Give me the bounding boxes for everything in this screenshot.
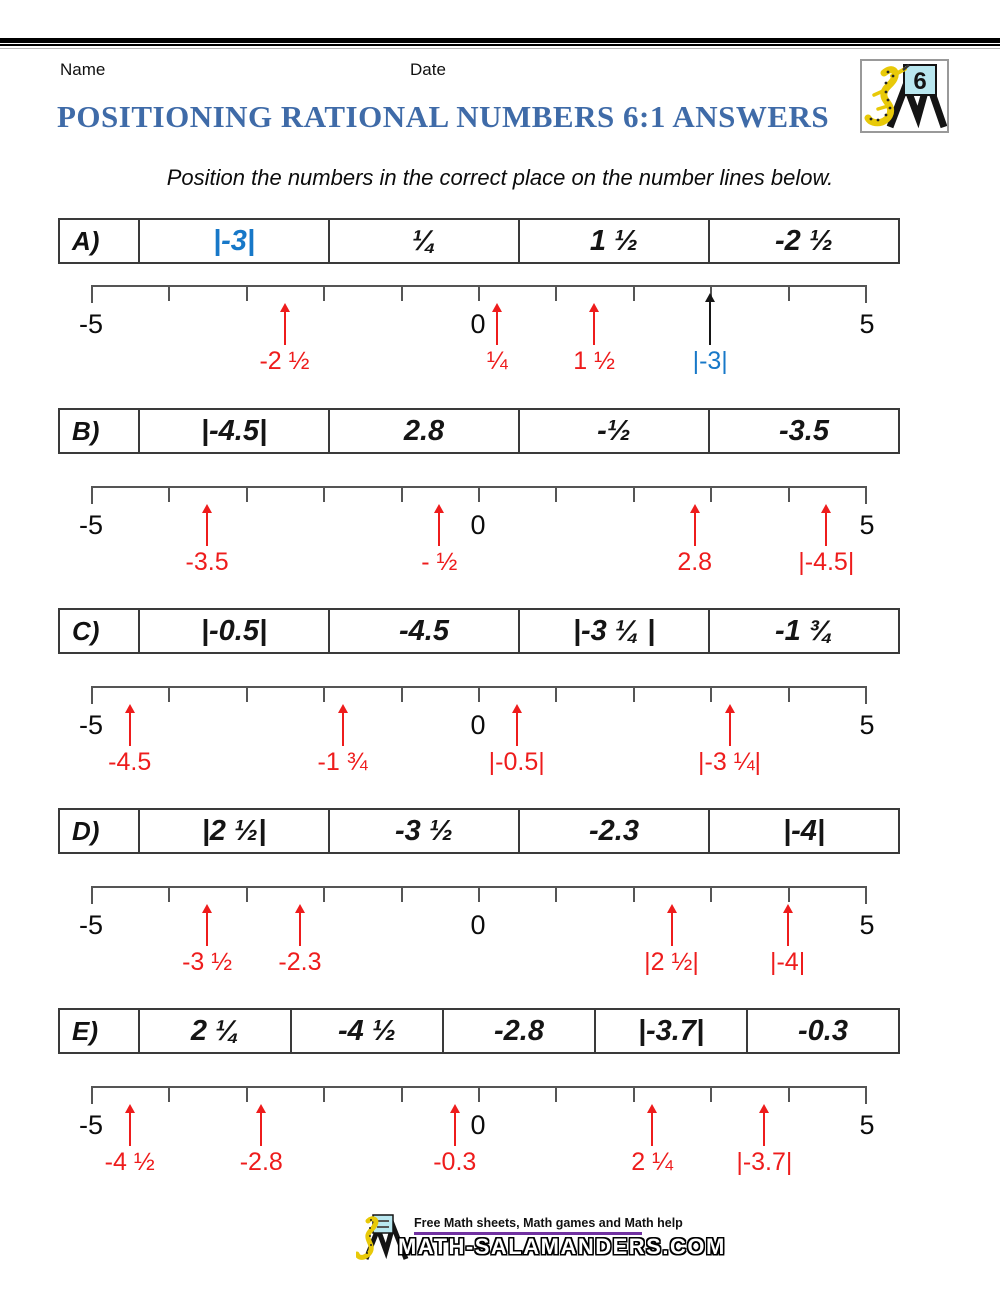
number-cell: -2.3 — [520, 810, 710, 852]
salamander-icon — [868, 70, 895, 123]
number-cell: 2 ¼ — [140, 1010, 292, 1052]
section-label: B) — [60, 410, 140, 452]
answer-arrow-stem — [787, 913, 789, 946]
answer-arrow-head — [589, 303, 599, 312]
page-title: POSITIONING RATIONAL NUMBERS 6:1 ANSWERS — [57, 99, 830, 134]
axis-number: -5 — [78, 1110, 104, 1140]
axis-number: 5 — [859, 910, 875, 940]
number-cell: |-4| — [782, 814, 825, 847]
footer-tagline: Free Math sheets, Math games and Math help — [414, 1216, 683, 1230]
number-cell: -4.5 — [330, 610, 520, 652]
answer-label: -0.3 — [433, 1148, 477, 1176]
answer-label: -2 ½ — [259, 347, 310, 375]
tick-mark — [555, 886, 557, 902]
tick-mark — [401, 1086, 403, 1102]
tick-mark — [865, 285, 867, 303]
tick-mark — [246, 886, 248, 902]
axis-number: 5 — [859, 710, 875, 740]
tick-mark — [555, 486, 557, 502]
section-b — [0, 408, 1000, 598]
name-label: Name — [60, 60, 106, 79]
answer-label: |-3 ¼| — [698, 748, 762, 776]
tick-mark — [401, 886, 403, 902]
tick-mark — [633, 486, 635, 502]
answer-label: |-3| — [692, 347, 728, 375]
number-cell: -3.5 — [779, 414, 829, 447]
tick-mark — [478, 886, 480, 902]
tick-mark — [91, 486, 93, 504]
answer-label: |-4.5| — [798, 548, 855, 576]
answer-label: -3 ½ — [182, 948, 233, 976]
number-cell: |-3| — [140, 220, 330, 262]
section-e — [0, 1008, 1000, 1198]
answer-arrow-stem — [825, 513, 827, 546]
axis-number: 5 — [859, 1110, 875, 1140]
tick-mark — [91, 285, 93, 303]
number-cell: |2 ½| — [140, 810, 330, 852]
tick-mark — [788, 486, 790, 502]
answer-arrow-stem — [709, 302, 711, 345]
tick-mark — [710, 486, 712, 502]
tick-mark — [478, 486, 480, 502]
answer-arrow-stem — [516, 713, 518, 746]
answer-label: |-4| — [769, 948, 806, 976]
tick-mark — [91, 886, 93, 904]
answer-arrow-head — [647, 1104, 657, 1113]
answer-arrow-stem — [438, 513, 440, 546]
tick-mark — [633, 686, 635, 702]
tick-mark — [555, 1086, 557, 1102]
grade-badge: 6 — [913, 68, 927, 95]
numbers-table — [58, 218, 900, 264]
tick-mark — [555, 686, 557, 702]
answer-arrow-head — [759, 1104, 769, 1113]
answer-label: -4.5 — [108, 748, 152, 776]
tick-mark — [555, 285, 557, 301]
section-label: D) — [60, 810, 140, 852]
answer-arrow-stem — [129, 1113, 131, 1146]
answer-arrow-stem — [671, 913, 673, 946]
tick-mark — [710, 1086, 712, 1102]
answer-arrow-head — [202, 904, 212, 913]
number-cell: -4 ½ — [292, 1010, 444, 1052]
axis-number: 0 — [470, 510, 486, 540]
section-label: E) — [60, 1010, 140, 1052]
tick-mark — [788, 686, 790, 702]
answer-arrow-head — [690, 504, 700, 513]
tick-mark — [91, 1086, 93, 1104]
numbers-table — [58, 1008, 900, 1054]
answer-arrow-stem — [729, 713, 731, 746]
tick-mark — [865, 886, 867, 904]
answer-arrow-stem — [206, 513, 208, 546]
tick-mark — [246, 285, 248, 301]
section-a — [0, 218, 1000, 408]
tick-mark — [246, 486, 248, 502]
axis-number: 5 — [859, 510, 875, 540]
number-cell: ¼ — [330, 220, 520, 262]
number-cell: -2 ½ — [774, 224, 834, 257]
answer-label: -1 ¾ — [317, 748, 368, 776]
tick-mark — [401, 686, 403, 702]
section-label: C) — [60, 610, 140, 652]
tick-mark — [168, 486, 170, 502]
number-cell: |-3.7| — [596, 1010, 748, 1052]
answer-label: ¼ — [486, 347, 508, 375]
number-cell: |-3 ¼ | — [520, 610, 710, 652]
tick-mark — [865, 486, 867, 504]
answer-arrow-stem — [342, 713, 344, 746]
number-cell: |-4.5| — [140, 410, 330, 452]
number-cell: |-0.5| — [140, 610, 330, 652]
top-divider-bar — [0, 38, 1000, 49]
answer-arrow-head — [705, 293, 715, 302]
tick-mark — [788, 886, 790, 902]
axis-number: -5 — [78, 510, 104, 540]
number-cell: -2.8 — [444, 1010, 596, 1052]
answer-label: -2.3 — [278, 948, 322, 976]
axis-number: 0 — [470, 710, 486, 740]
tick-mark — [478, 686, 480, 702]
number-cell: -3 ½ — [330, 810, 520, 852]
answer-arrow-head — [434, 504, 444, 513]
axis-number: 5 — [859, 309, 875, 339]
answer-arrow-stem — [694, 513, 696, 546]
tick-mark — [633, 886, 635, 902]
tick-mark — [246, 686, 248, 702]
tick-mark — [401, 486, 403, 502]
grade-logo-graphic — [862, 61, 947, 131]
answer-arrow-head — [256, 1104, 266, 1113]
axis-number: 0 — [470, 1110, 486, 1140]
salamander-grade-6-logo — [860, 59, 949, 133]
answer-arrow-stem — [260, 1113, 262, 1146]
answer-label: - ½ — [421, 548, 458, 576]
axis-number: 0 — [470, 309, 486, 339]
tick-mark — [865, 686, 867, 704]
axis-number: -5 — [78, 910, 104, 940]
answer-arrow-stem — [496, 312, 498, 345]
answer-label: |2 ½| — [644, 948, 699, 976]
answer-label: -4 ½ — [104, 1148, 155, 1176]
answer-arrow-head — [125, 704, 135, 713]
instruction-text: Position the numbers in the correct place on the number lines below. — [166, 165, 834, 190]
answer-arrow-stem — [593, 312, 595, 345]
answer-arrow-stem — [454, 1113, 456, 1146]
number-cell: -1 ¾ — [774, 614, 834, 647]
tick-mark — [168, 886, 170, 902]
tick-mark — [710, 886, 712, 902]
tick-mark — [633, 1086, 635, 1102]
tick-mark — [788, 1086, 790, 1102]
tick-mark — [633, 285, 635, 301]
numbers-table — [58, 808, 900, 854]
answer-arrow-head — [821, 504, 831, 513]
tick-mark — [168, 285, 170, 301]
answer-arrow-head — [783, 904, 793, 913]
answer-arrow-stem — [284, 312, 286, 345]
tick-mark — [323, 1086, 325, 1102]
number-cell: 2.8 — [330, 410, 520, 452]
tick-mark — [323, 886, 325, 902]
axis-number: -5 — [78, 309, 104, 339]
answer-label: 2.8 — [677, 548, 713, 576]
section-d — [0, 808, 1000, 998]
tick-mark — [91, 686, 93, 704]
tick-mark — [710, 686, 712, 702]
section-c — [0, 608, 1000, 798]
answer-label: -2.8 — [239, 1148, 283, 1176]
tick-mark — [478, 285, 480, 301]
tick-mark — [478, 1086, 480, 1102]
answer-arrow-head — [202, 504, 212, 513]
tick-mark — [323, 686, 325, 702]
tick-mark — [323, 486, 325, 502]
answer-arrow-head — [512, 704, 522, 713]
tick-mark — [168, 686, 170, 702]
tick-mark — [168, 1086, 170, 1102]
tick-mark — [246, 1086, 248, 1102]
answer-arrow-stem — [651, 1113, 653, 1146]
answer-arrow-stem — [763, 1113, 765, 1146]
tick-mark — [323, 285, 325, 301]
number-cell: -0.3 — [798, 1014, 848, 1047]
footer-site-name: MATH-SALAMANDERS.COM — [398, 1234, 726, 1259]
answer-arrow-head — [667, 904, 677, 913]
answer-arrow-head — [280, 303, 290, 312]
answer-arrow-head — [725, 704, 735, 713]
answer-label: |-3.7| — [736, 1148, 793, 1176]
tick-mark — [865, 1086, 867, 1104]
section-label: A) — [60, 220, 140, 262]
number-cell: -½ — [520, 410, 710, 452]
tick-mark — [788, 285, 790, 301]
numbers-table — [58, 408, 900, 454]
answer-label: 2 ¼ — [631, 1148, 673, 1176]
axis-number: 0 — [470, 910, 486, 940]
axis-number: -5 — [78, 710, 104, 740]
answer-arrow-head — [295, 904, 305, 913]
answer-arrow-stem — [129, 713, 131, 746]
tick-mark — [401, 285, 403, 301]
answer-label: |-0.5| — [488, 748, 545, 776]
answer-arrow-head — [338, 704, 348, 713]
numbers-table — [58, 608, 900, 654]
answer-arrow-head — [492, 303, 502, 312]
answer-arrow-stem — [206, 913, 208, 946]
answer-label: 1 ½ — [573, 347, 615, 375]
answer-arrow-stem — [299, 913, 301, 946]
number-cell: 1 ½ — [520, 220, 710, 262]
date-label: Date — [410, 60, 446, 79]
answer-arrow-head — [125, 1104, 135, 1113]
answer-arrow-head — [450, 1104, 460, 1113]
answer-label: -3.5 — [185, 548, 229, 576]
